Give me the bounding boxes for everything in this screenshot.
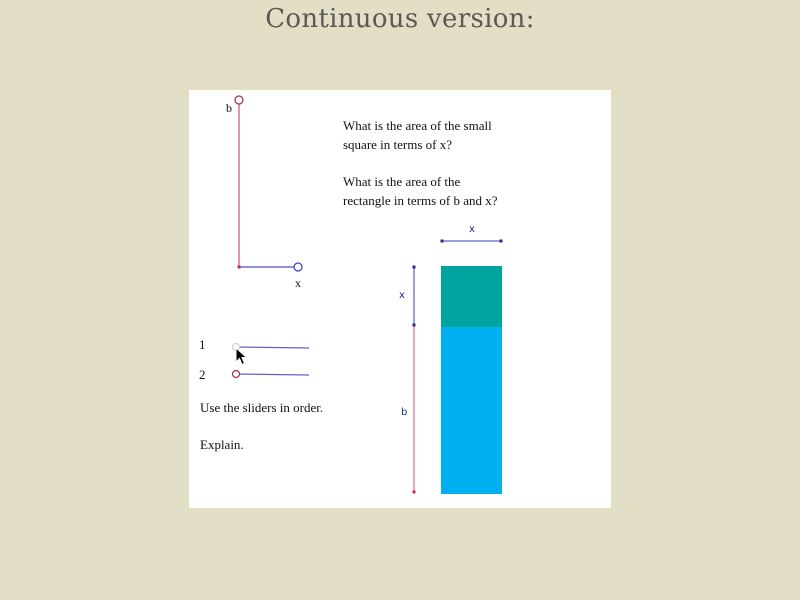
dim-label-side-b: b	[401, 407, 408, 418]
small-square	[441, 266, 502, 327]
side-x-dim-end-top	[413, 266, 416, 269]
origin-point	[238, 266, 241, 269]
slider-2-track[interactable]	[236, 374, 309, 375]
question-2-line-2: rectangle in terms of b and x?	[343, 193, 498, 208]
x-drag-point[interactable]	[294, 263, 302, 271]
top-x-dim-end-right	[500, 240, 503, 243]
dim-label-top-x: x	[469, 224, 475, 235]
slide-title: Continuous version:	[265, 4, 535, 34]
slider-1-label: 1	[199, 337, 206, 352]
b-drag-point[interactable]	[235, 96, 243, 104]
explain-text: Explain.	[200, 437, 244, 452]
slider-2-label: 2	[199, 367, 206, 382]
sketch-panel	[189, 90, 611, 508]
rectangle	[441, 327, 502, 494]
question-1-line-2: square in terms of x?	[343, 137, 453, 152]
mouse-pointer-icon	[235, 347, 249, 367]
question-1-line-1: What is the area of the small	[343, 118, 492, 133]
point-label-x: x	[295, 276, 301, 290]
slider-2-handle[interactable]	[233, 371, 240, 378]
top-x-dim-end-left	[441, 240, 444, 243]
point-label-b: b	[226, 101, 232, 115]
side-b-dim-end-bottom	[413, 491, 416, 494]
question-2-line-1: What is the area of the	[343, 174, 461, 189]
instruction-text: Use the sliders in order.	[200, 400, 324, 415]
dim-label-side-x: x	[399, 290, 405, 301]
